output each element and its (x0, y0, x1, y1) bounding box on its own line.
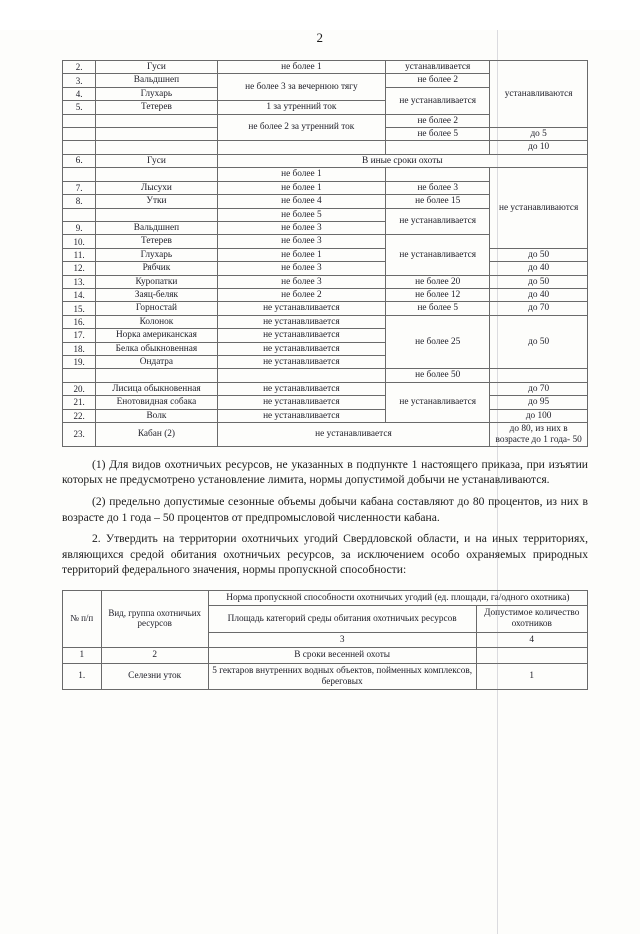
norm-per-day: не устанавливается (217, 329, 386, 342)
norm-limit: до 40 (490, 262, 588, 275)
norm-limit: до 50 (490, 315, 588, 369)
row-number: 19. (63, 356, 96, 369)
norm-per-season: не более 2 (386, 114, 490, 127)
clause-2: 2. Утвердить на территории охотничьих угодий Свердловской области, и на иных территориях, являющихся средой обитания охотничьих ресурсов, за исключением особо охраняемых природных территорий федерального значения, нормы пропускной способности: (62, 532, 588, 577)
row-number (63, 114, 96, 127)
row-number: 6. (63, 154, 96, 168)
table-row (63, 396, 588, 409)
norm-per-season: не более 5 (386, 302, 490, 315)
row-number: 13. (63, 275, 96, 288)
norm-per-day: не устанавливается (217, 315, 386, 328)
species-name (96, 141, 217, 154)
row-number: 4. (63, 87, 96, 100)
row-number (63, 141, 96, 154)
species-name: Лысухи (96, 181, 217, 194)
species-name (96, 128, 217, 141)
norm-per-day (217, 369, 386, 382)
norm-limit: до 40 (490, 289, 588, 302)
norm-limit: до 50 (490, 248, 588, 261)
norm-per-season: не более 50 (386, 369, 490, 382)
norm-per-season: не более 15 (386, 195, 490, 208)
row-number (63, 369, 96, 382)
species-name: Ондатра (96, 356, 217, 369)
row-number (63, 128, 96, 141)
norm-limit: до 80, из них в возрасте до 1 года- 50 (490, 423, 588, 447)
column-header-kind: Вид, группа охотничьих ресурсов (101, 590, 208, 648)
allowed-hunters: 1 (476, 664, 587, 690)
species-name (96, 114, 217, 127)
norm-per-day: не устанавливается (217, 396, 386, 409)
species-name: Глухарь (96, 87, 217, 100)
row-number: 5. (63, 101, 96, 114)
section-header: В иные сроки охоты (217, 154, 587, 168)
norm-limit: до 95 (490, 396, 588, 409)
species-name (96, 168, 217, 181)
norm-per-day: не устанавливается (217, 382, 386, 395)
norm-per-season (386, 168, 490, 181)
table-row (63, 315, 588, 328)
species-name: Горностай (96, 302, 217, 315)
norm-per-season: не более 20 (386, 275, 490, 288)
species-name: Норка американская (96, 329, 217, 342)
species-name: Тетерев (96, 101, 217, 114)
row-number: 15. (63, 302, 96, 315)
norm-per-season: не устанавливается (386, 382, 490, 422)
norm-per-day: не более 1 (217, 181, 386, 194)
table-index-row (63, 648, 588, 664)
norm-per-season: устанавливается (386, 61, 490, 74)
norm-per-day: не более 3 (217, 275, 386, 288)
row-number: 3. (63, 74, 96, 87)
norm-limit: не устанавливаются (490, 168, 588, 248)
row-number (63, 208, 96, 221)
row-number: 11. (63, 248, 96, 261)
column-header-area: Площадь категорий среды обитания охотничьих ресурсов (208, 606, 476, 632)
table-row (63, 302, 588, 315)
species-name: Селезни уток (101, 664, 208, 690)
norm-limit: устанавливаются (490, 61, 588, 128)
norm-per-season: не более 3 (386, 181, 490, 194)
norm-per-day: не более 3 за вечернюю тягу (217, 74, 386, 101)
norm-limit (490, 369, 588, 382)
norm-per-day: не более 4 (217, 195, 386, 208)
row-number: 9. (63, 222, 96, 235)
norm-per-day: не устанавливается (217, 342, 386, 355)
species-name: Кабан (2) (96, 423, 217, 447)
table-row (63, 382, 588, 395)
norm-per-day: не устанавливается (217, 409, 386, 422)
footnote-2: (2) предельно допустимые сезонные объемы добычи кабана составляют до 80 процентов, из них в возрасте до 1 года – 50 процентов от предпромысловой численности кабана. (62, 494, 588, 524)
table-row (63, 248, 588, 261)
table-row (63, 289, 588, 302)
norm-per-season: не устанавливается (386, 208, 490, 235)
norm-limit: до 70 (490, 302, 588, 315)
norm-per-season: не устанавливается (386, 235, 490, 275)
row-number: 10. (63, 235, 96, 248)
row-number: 14. (63, 289, 96, 302)
norm-per-day: не более 3 (217, 262, 386, 275)
footnote-1: (1) Для видов охотничьих ресурсов, не указанных в подпункте 1 настоящего приказа, при изъятии которых не предусмотрено установление лимита, нормы допустимой добычи не устанавливаются. (62, 457, 588, 487)
norm-per-day: 1 за утренний ток (217, 101, 386, 114)
scan-artifact-line (497, 30, 498, 934)
table-row (63, 409, 588, 422)
species-name: Тетерев (96, 235, 217, 248)
table-row (63, 168, 588, 181)
table-row (63, 275, 588, 288)
norm-per-season: не более 2 (386, 74, 490, 87)
habitat-area: 5 гектаров внутренних водных объектов, пойменных комплексов, береговых (208, 664, 476, 690)
norm-per-day: не более 5 (217, 208, 386, 221)
column-index-1: 1 (63, 648, 102, 664)
species-name: Рябчик (96, 262, 217, 275)
species-name: Вальдшнеп (96, 222, 217, 235)
row-number: 12. (63, 262, 96, 275)
row-number: 20. (63, 382, 96, 395)
norm-per-season: не более 5 (386, 128, 490, 141)
document-page (0, 30, 640, 934)
norm-per-season (386, 141, 490, 154)
species-name: Глухарь (96, 248, 217, 261)
norm-per-day: не более 1 (217, 168, 386, 181)
norm-per-season: не более 12 (386, 289, 490, 302)
norm-per-day: не устанавливается (217, 302, 386, 315)
species-name: Гуси (96, 154, 217, 168)
norm-limit: до 100 (490, 409, 588, 422)
table-section-header-row (63, 154, 588, 168)
capacity-table (62, 590, 588, 691)
norm-per-day: не устанавливается (217, 423, 490, 447)
species-name: Колонок (96, 315, 217, 328)
table-row (63, 369, 588, 382)
column-index-4-dup (476, 648, 587, 664)
species-name: Белка обыкновенная (96, 342, 217, 355)
row-number: 18. (63, 342, 96, 355)
column-index-4: 4 (476, 632, 587, 648)
column-index-3: 3 (208, 632, 476, 648)
species-name: Гуси (96, 61, 217, 74)
species-name: Вальдшнеп (96, 74, 217, 87)
norm-per-season: не более 25 (386, 315, 490, 369)
row-number: 21. (63, 396, 96, 409)
table-row (63, 262, 588, 275)
norm-per-season: не устанавливается (386, 87, 490, 114)
row-number: 16. (63, 315, 96, 328)
table-row (63, 664, 588, 690)
norm-per-day: не устанавливается (217, 356, 386, 369)
norm-per-day: не более 3 (217, 222, 386, 235)
column-header-allowed: Допустимое количество охотников (476, 606, 587, 632)
norm-per-day: не более 1 (217, 61, 386, 74)
norm-per-day: не более 3 (217, 235, 386, 248)
table-row (63, 61, 588, 74)
species-name: Лисица обыкновенная (96, 382, 217, 395)
row-number: 8. (63, 195, 96, 208)
row-number: 1. (63, 664, 102, 690)
norm-limit: до 70 (490, 382, 588, 395)
table-row (63, 141, 588, 154)
species-name (96, 208, 217, 221)
table-row (63, 423, 588, 447)
section-header: В сроки весенней охоты (208, 648, 476, 664)
column-header-np: № п/п (63, 590, 102, 648)
norms-table (62, 60, 588, 447)
table-header-row (63, 590, 588, 606)
norm-limit: до 50 (490, 275, 588, 288)
row-number (63, 168, 96, 181)
species-name: Куропатки (96, 275, 217, 288)
row-number: 22. (63, 409, 96, 422)
page-number: 2 (316, 30, 324, 45)
norm-limit: до 5 (490, 128, 588, 141)
norm-per-day: не более 1 (217, 248, 386, 261)
species-name (96, 369, 217, 382)
norm-per-day: не более 2 за утренний ток (217, 114, 386, 141)
document-content (0, 60, 640, 690)
species-name: Заяц-беляк (96, 289, 217, 302)
row-number: 7. (63, 181, 96, 194)
species-name: Енотовидная собака (96, 396, 217, 409)
species-name: Утки (96, 195, 217, 208)
row-number: 23. (63, 423, 96, 447)
norm-limit: до 10 (490, 141, 588, 154)
column-header-norm: Норма пропускной способности охотничьих угодий (ед. площади, га/одного охотника) (208, 590, 587, 606)
species-name: Волк (96, 409, 217, 422)
row-number: 17. (63, 329, 96, 342)
row-number: 2. (63, 61, 96, 74)
norm-per-day: не более 2 (217, 289, 386, 302)
norm-per-day (217, 141, 386, 154)
column-index-2: 2 (101, 648, 208, 664)
